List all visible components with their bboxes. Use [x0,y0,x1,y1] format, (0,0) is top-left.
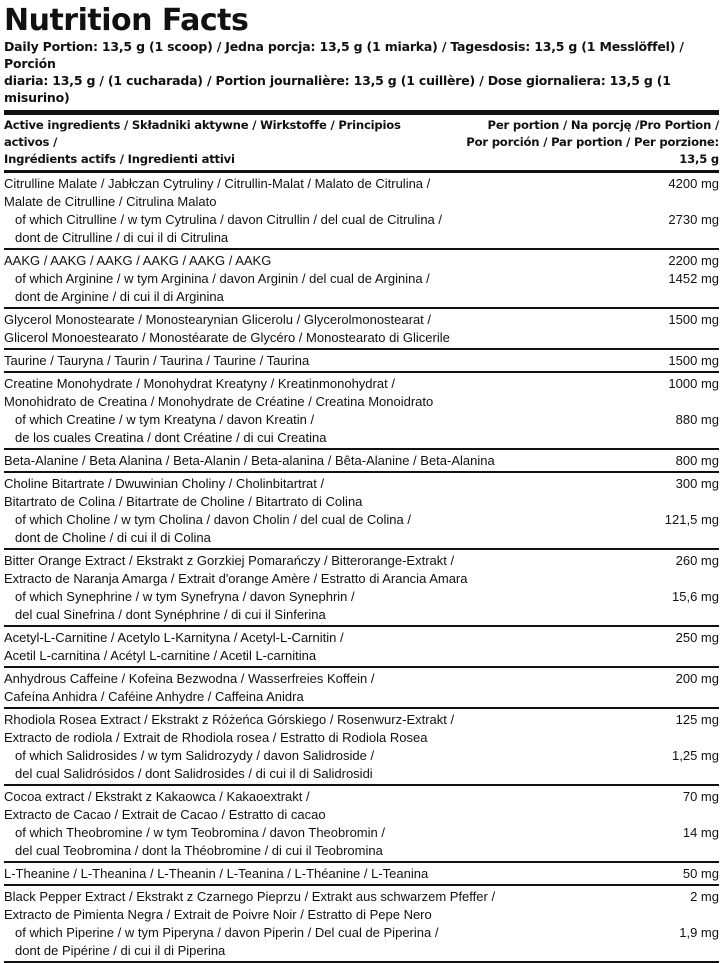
ingredient-amount: 70 mg [682,789,719,804]
ingredient-amount [711,529,719,547]
sub-ingredient-line [4,942,719,960]
ingredient-amount [711,647,719,665]
sub-ingredient-line [4,747,719,765]
ingredient-amount: 125 mg [675,712,719,727]
ingredient-name: of which Choline / w tym Cholina / davon Cholin / del cual de Colina / [15,512,411,527]
ingredient-amount [711,329,719,347]
ingredient-row [4,863,719,886]
ingredient-name: Choline Bitartrate / Dwuwinian Choliny / Cholinbitartrat / [4,476,325,491]
ingredient-row [4,627,719,668]
ingredient-line [4,375,719,393]
ingredient-amount [711,765,719,783]
ingredient-row [4,309,719,350]
header-per-portion [437,117,719,168]
ingredient-name: Rhodiola Rosea Extract / Ekstrakt z Różeńca Górskiego / Rosenwurz-Extrakt / [4,712,455,727]
ingredient-amount: 2730 mg [668,212,719,227]
heavy-divider [4,110,719,115]
ingredient-name: dont de Arginine / di cui il di Arginina [15,289,224,304]
ingredient-amount [711,429,719,447]
ingredient-name: Glycerol Monostearate / Monostearynian Glicerolu / Glycerolmonostearat / [4,312,432,327]
ingredient-amount [711,570,719,588]
ingredient-name: L-Theanine / L-Theanina / L-Theanin / L-Teanina / L-Théanine / L-Teanina [4,866,429,881]
ingredient-amount: 50 mg [682,866,719,881]
ingredient-amount [711,193,719,211]
ingredient-amount: 1,9 mg [679,925,719,940]
ingredient-name: del cual Sinefrina / dont Synéphrine / di cui il Sinferina [15,607,326,622]
ingredient-name: AAKG / AAKG / AAKG / AAKG / AAKG / AAKG [4,253,272,268]
ingredient-name: Bitartrato de Colina / Bitartrate de Choline / Bitartrato di Colina [4,494,363,509]
ingredient-name: of which Salidrosides / w tym Salidrozydy / davon Salidroside / [15,748,375,763]
ingredient-name: of which Citrulline / w tym Cytrulina / davon Citrullin / del cual de Citrulina / [15,212,443,227]
header-per-portion-line-2: Por porción / Par portion / Per porzione: 13,5 g [466,135,719,166]
ingredient-rows [4,173,719,963]
sub-ingredient-line [4,529,719,547]
ingredient-row [4,668,719,709]
daily-portion-line-2: diaria: 13,5 g / (1 cucharada) / Portion journalière: 13,5 g (1 cuillère) / Dose giornaliera: 13,5 g (1 misurino) [4,73,671,105]
ingredient-amount [711,288,719,306]
ingredient-amount [711,906,719,924]
ingredient-name: Cocoa extract / Ekstrakt z Kakaowca / Kakaoextrakt / [4,789,310,804]
ingredient-name: del cual Salidrósidos / dont Salidrosides / di cui il di Salidrosidi [15,766,373,781]
ingredient-row [4,250,719,309]
ingredient-line [4,865,719,883]
sub-ingredient-line [4,429,719,447]
ingredient-line [4,729,719,747]
sub-ingredient-line [4,211,719,229]
ingredient-amount: 15,6 mg [672,589,719,604]
ingredient-amount [711,729,719,747]
ingredient-name: Extracto de Naranja Amarga / Extrait d'orange Amère / Estratto di Arancia Amara [4,571,468,586]
ingredient-line [4,393,719,411]
ingredient-amount [711,806,719,824]
ingredient-name: of which Piperine / w tym Piperyna / davon Piperin / Del cual de Piperina / [15,925,439,940]
ingredient-name: dont de Choline / di cui il di Colina [15,530,211,545]
ingredient-row [4,709,719,786]
header-ingredients [4,117,437,168]
ingredient-amount: 1452 mg [668,271,719,286]
sub-ingredient-line [4,606,719,624]
ingredient-name: Cafeína Anhidra / Caféine Anhydre / Caffeina Anidra [4,689,304,704]
header-ingredients-line-2: Ingrédients actifs / Ingredienti attivi [4,152,235,166]
sub-ingredient-line [4,588,719,606]
ingredient-name: Black Pepper Extract / Ekstrakt z Czarnego Pieprzu / Extrakt aus schwarzem Pfeffer / [4,889,496,904]
ingredient-name: Bitter Orange Extract / Ekstrakt z Gorzkiej Pomarańczy / Bitterorange-Extrakt / [4,553,455,568]
ingredient-name: Malate de Citrulline / Citrulina Malato [4,194,217,209]
ingredient-line [4,252,719,270]
sub-ingredient-line [4,511,719,529]
ingredient-row [4,173,719,250]
panel-title: Nutrition Facts [4,3,249,38]
ingredient-amount [711,688,719,706]
header-ingredients-line-1: Active ingredients / Składniki aktywne / Wirkstoffe / Principios activos / [4,118,401,149]
ingredient-name: Citrulline Malate / Jabłczan Cytruliny / Citrullin-Malat / Malato de Citrulina / [4,176,431,191]
ingredient-name: Extracto de Cacao / Extrait de Cacao / Estratto di cacao [4,807,326,822]
ingredient-amount [711,942,719,960]
sub-ingredient-line [4,824,719,842]
ingredient-name: of which Theobromine / w tym Teobromina / davon Theobromin / [15,825,385,840]
ingredient-name: Extracto de rodiola / Extrait de Rhodiola rosea / Estratto di Rodiola Rosea [4,730,428,745]
ingredient-amount: 14 mg [682,825,719,840]
daily-portion [4,38,719,106]
sub-ingredient-line [4,765,719,783]
ingredient-line [4,329,719,347]
ingredient-line [4,647,719,665]
ingredient-amount: 880 mg [675,412,719,427]
ingredient-row [4,550,719,627]
ingredient-name: de los cuales Creatina / dont Créatine / di cui Creatina [15,430,327,445]
ingredient-name: Monohidrato de Creatina / Monohydrate de Créatine / Creatina Monoidrato [4,394,434,409]
ingredient-line [4,888,719,906]
ingredient-name: Acetil L-carnitina / Acétyl L-carnitine / Acetil L-carnitina [4,648,317,663]
ingredient-name: of which Synephrine / w tym Synefryna / davon Synephrin / [15,589,355,604]
ingredient-line [4,475,719,493]
ingredient-amount: 200 mg [675,671,719,686]
ingredient-line [4,806,719,824]
ingredient-amount [711,493,719,511]
ingredient-name: Taurine / Tauryna / Taurin / Taurina / Taurine / Taurina [4,353,310,368]
table-header [4,117,719,173]
ingredient-row [4,473,719,550]
sub-ingredient-line [4,411,719,429]
ingredient-row [4,350,719,373]
ingredient-name: dont de Citrulline / di cui il di Citrulina [15,230,229,245]
ingredient-amount [711,842,719,860]
sub-ingredient-line [4,270,719,288]
ingredient-row [4,886,719,963]
ingredient-name: dont de Pipérine / di cui il di Piperina [15,943,226,958]
ingredient-amount: 800 mg [675,453,719,468]
ingredient-amount [711,229,719,247]
ingredient-line [4,175,719,193]
ingredient-line [4,552,719,570]
ingredient-line [4,352,719,370]
ingredient-line [4,311,719,329]
sub-ingredient-line [4,842,719,860]
ingredient-line [4,788,719,806]
ingredient-name: Anhydrous Caffeine / Kofeina Bezwodna / Wasserfreies Koffein / [4,671,375,686]
ingredient-name: of which Creatine / w tym Kreatyna / davon Kreatin / [15,412,315,427]
ingredient-amount: 1,25 mg [672,748,719,763]
sub-ingredient-line [4,924,719,942]
ingredient-name: Extracto de Pimienta Negra / Extrait de Poivre Noir / Estratto di Pepe Nero [4,907,432,922]
ingredient-line [4,629,719,647]
ingredient-amount: 300 mg [675,476,719,491]
ingredient-amount: 4200 mg [668,176,719,191]
ingredient-line [4,570,719,588]
ingredient-name: del cual Teobromina / dont la Théobromine / di cui il Teobromina [15,843,383,858]
ingredient-amount: 250 mg [675,630,719,645]
ingredient-amount: 260 mg [675,553,719,568]
ingredient-amount: 1500 mg [668,312,719,327]
ingredient-name: Creatine Monohydrate / Monohydrat Kreatyny / Kreatinmonohydrat / [4,376,395,391]
sub-ingredient-line [4,288,719,306]
ingredient-line [4,493,719,511]
ingredient-line [4,688,719,706]
ingredient-line [4,193,719,211]
ingredient-line [4,670,719,688]
ingredient-amount: 2200 mg [668,253,719,268]
ingredient-line [4,711,719,729]
sub-ingredient-line [4,229,719,247]
daily-portion-line-1: Daily Portion: 13,5 g (1 scoop) / Jedna porcja: 13,5 g (1 miarka) / Tagesdosis: 13,5 g (1 Messlöffel) / Porción [4,39,684,71]
ingredient-amount: 1000 mg [668,376,719,391]
ingredient-row [4,373,719,450]
header-per-portion-line-1: Per portion / Na porcję /Pro Portion / [487,118,719,132]
ingredient-amount: 121,5 mg [664,512,719,527]
ingredient-row [4,786,719,863]
ingredient-name: Glicerol Monoestearato / Monostéarate de Glycéro / Monostearato di Glicerile [4,330,450,345]
ingredient-amount [711,393,719,411]
ingredient-amount: 1500 mg [668,353,719,368]
ingredient-name: of which Arginine / w tym Arginina / davon Arginin / del cual de Arginina / [15,271,430,286]
ingredient-line [4,452,719,470]
ingredient-amount: 2 mg [690,889,719,904]
ingredient-row [4,450,719,473]
ingredient-amount [711,606,719,624]
ingredient-name: Beta-Alanine / Beta Alanina / Beta-Alanin / Beta-alanina / Bêta-Alanine / Beta-Alanina [4,453,495,468]
ingredient-name: Acetyl-L-Carnitine / Acetylo L-Karnityna / Acetyl-L-Carnitin / [4,630,344,645]
ingredient-line [4,906,719,924]
